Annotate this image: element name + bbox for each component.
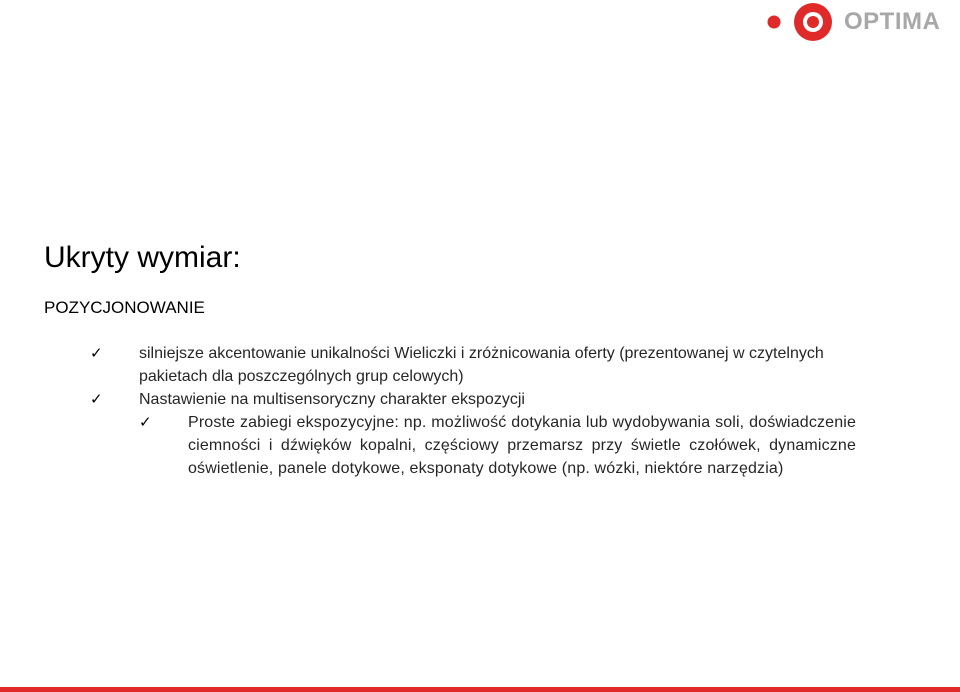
bullet-text: silniejsze akcentowanie unikalności Wieliczki i zróżnicowania oferty (prezentowanej w czytelnych pakietach dla poszczególnych grup celowych) (139, 345, 824, 385)
checkmark-icon: ✓ (90, 345, 103, 362)
brand-name: OPTIMA (844, 8, 941, 35)
optima-logo-icon (766, 2, 838, 42)
checkmark-icon: ✓ (90, 391, 103, 408)
bullet-item (90, 342, 839, 388)
bullet-item (139, 411, 856, 480)
checkmark-icon: ✓ (139, 414, 152, 431)
slide-subtitle: POZYCJONOWANIE (44, 298, 205, 317)
bullet-text: Proste zabiegi ekspozycyjne: np. możliwość dotykania lub wydobywania soli, doświadczenie ciemności i dźwięków kopalni, częściowy przemarsz przy świetle czołówek, dynamiczne oświetlenie, panele dotykowe, eksponaty dotykowe (np. wózki, niektóre narzędzia) (188, 414, 856, 477)
optima-logo (766, 2, 940, 42)
slide-title: Ukryty wymiar: (44, 241, 241, 274)
bullet-item (90, 388, 839, 411)
footer-accent-bar (0, 687, 960, 692)
bullet-text: Nastawienie na multisensoryczny charakter ekspozycji (139, 391, 525, 408)
